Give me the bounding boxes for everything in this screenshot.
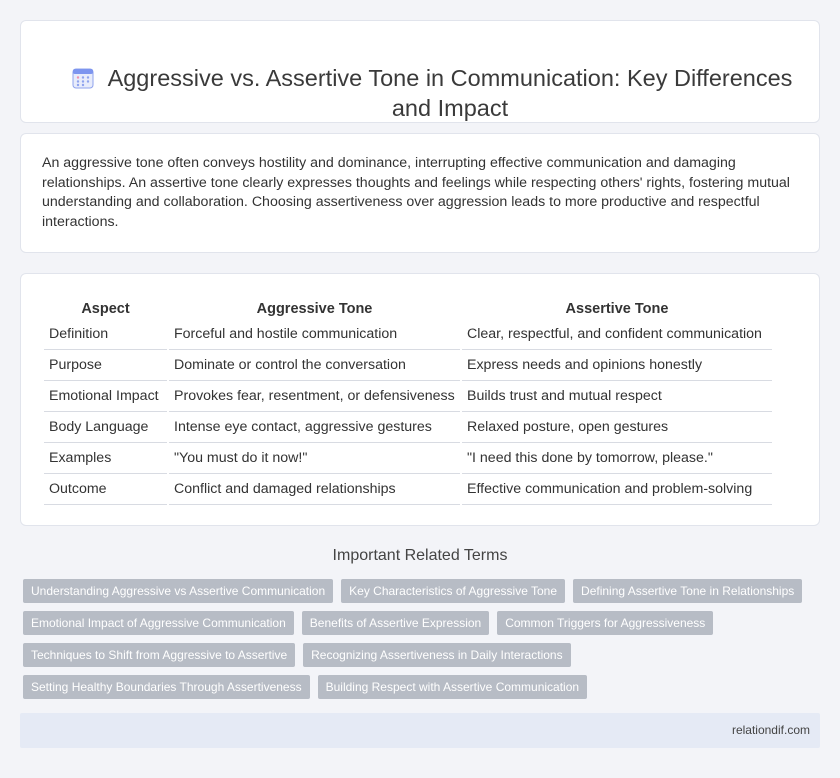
table-cell: "I need this done by tomorrow, please.": [462, 443, 772, 474]
comparison-table-card: [20, 273, 820, 526]
table-cell: Provokes fear, resentment, or defensiveness: [169, 381, 460, 412]
tag-row: [23, 611, 813, 635]
related-term-tag[interactable]: Techniques to Shift from Aggressive to Assertive: [23, 643, 295, 667]
table-cell: "You must do it now!": [169, 443, 460, 474]
table-row: [44, 319, 772, 350]
related-term-tag[interactable]: Emotional Impact of Aggressive Communication: [23, 611, 294, 635]
table-row: [44, 350, 772, 381]
related-terms-title: Important Related Terms: [332, 547, 508, 564]
table-cell: Examples: [44, 443, 167, 474]
table-cell: Intense eye contact, aggressive gestures: [169, 412, 460, 443]
related-term-tag[interactable]: Understanding Aggressive vs Assertive Communication: [23, 579, 333, 603]
table-row: [44, 412, 772, 443]
intro-text: An aggressive tone often conveys hostility and dominance, interrupting effective communication and damaging relationships. An assertive tone clearly expresses thoughts and feelings while respecting others' rights, fostering mutual understanding and collaboration. Choosing assertiveness over aggression leads to more productive and respectful interactions.: [42, 155, 790, 230]
table-row: [44, 474, 772, 505]
table-cell: Relaxed posture, open gestures: [462, 412, 772, 443]
related-term-tag[interactable]: Key Characteristics of Aggressive Tone: [341, 579, 565, 603]
related-term-tag[interactable]: Common Triggers for Aggressiveness: [497, 611, 713, 635]
site-link[interactable]: relationdif.com: [731, 723, 810, 737]
table-cell: Builds trust and mutual respect: [462, 381, 772, 412]
table-cell: Effective communication and problem-solving: [462, 474, 772, 505]
table-header-row: [44, 294, 772, 319]
intro-card: [20, 133, 820, 253]
header-aspect: Aspect: [81, 301, 130, 317]
related-term-tag[interactable]: Setting Healthy Boundaries Through Assertiveness: [23, 675, 310, 699]
table-cell: Outcome: [44, 474, 167, 505]
comparison-table: [42, 294, 774, 505]
related-term-tag[interactable]: Recognizing Assertiveness in Daily Interactions: [303, 643, 570, 667]
table-cell: Definition: [44, 319, 167, 350]
table-row: [44, 381, 772, 412]
table-cell: Body Language: [44, 412, 167, 443]
table-cell: Forceful and hostile communication: [169, 319, 460, 350]
tag-row: [23, 579, 813, 603]
page-title: Aggressive vs. Assertive Tone in Communication: Key Differences and Impact: [107, 65, 793, 121]
tag-row: [23, 675, 813, 699]
table-cell: Emotional Impact: [44, 381, 167, 412]
related-term-tag[interactable]: Defining Assertive Tone in Relationships: [573, 579, 802, 603]
related-term-tag[interactable]: Benefits of Assertive Expression: [302, 611, 489, 635]
table-cell: Dominate or control the conversation: [169, 350, 460, 381]
related-term-tag[interactable]: Building Respect with Assertive Communication: [318, 675, 587, 699]
header-card: [20, 20, 820, 123]
header-assertive: Assertive Tone: [565, 301, 669, 317]
table-cell: Conflict and damaged relationships: [169, 474, 460, 505]
header-aggressive: Aggressive Tone: [256, 301, 373, 317]
table-cell: Purpose: [44, 350, 167, 381]
footer-bar: [20, 713, 820, 748]
related-terms-list: [23, 579, 813, 707]
table-row: [44, 443, 772, 474]
tag-row: [23, 643, 813, 667]
table-cell: Express needs and opinions honestly: [462, 350, 772, 381]
table-cell: Clear, respectful, and confident communication: [462, 319, 772, 350]
